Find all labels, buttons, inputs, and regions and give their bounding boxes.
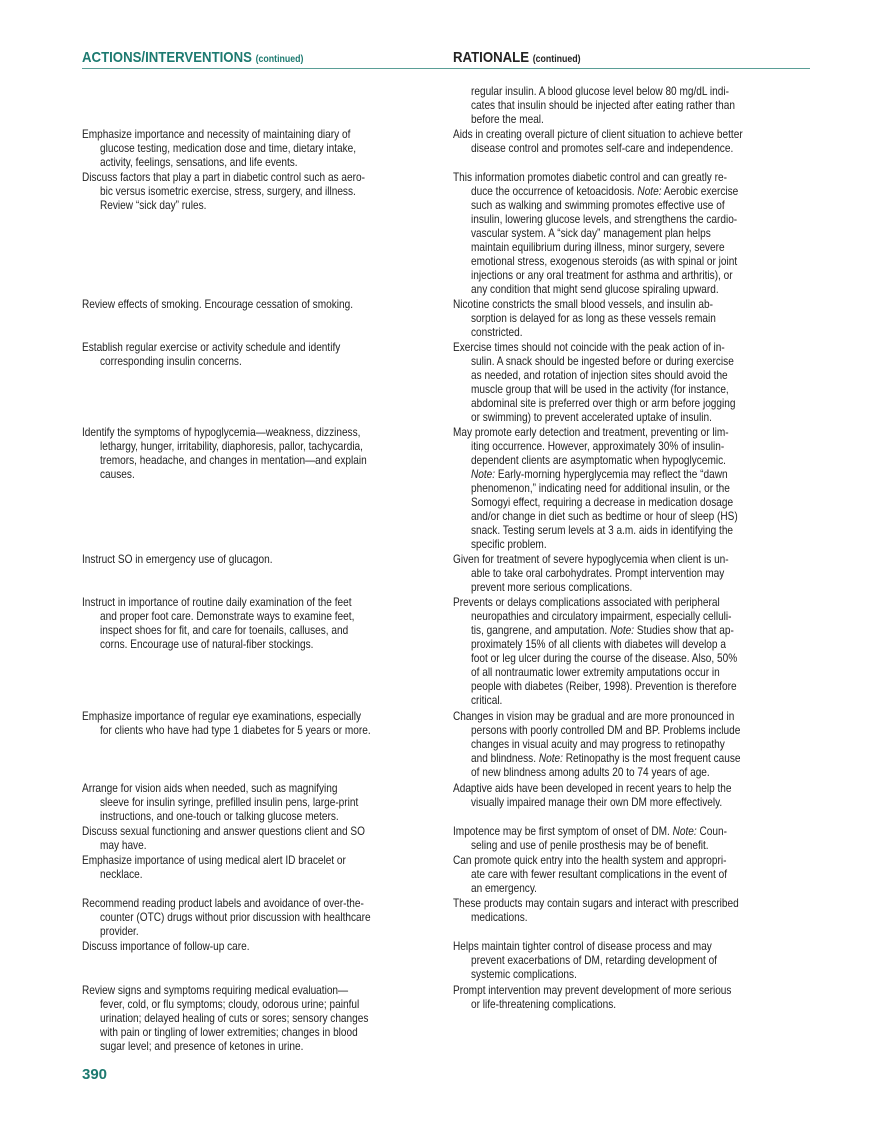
header-title: ACTIONS/INTERVENTIONS (82, 49, 252, 66)
rationale-text (453, 127, 798, 155)
action-text (82, 340, 390, 368)
text-line: regular insulin. A blood glucose level below 80 mg/dL indi- (471, 84, 729, 98)
text-line: of all nontraumatic lower extremity amputations occur in (471, 665, 720, 679)
table-row (0, 781, 880, 823)
text-line: urination; delayed healing of cuts or sores; sensory changes (100, 1011, 369, 1025)
action-text (82, 709, 422, 737)
text-line: iting occurrence. However, approximately 30% of insulin- (471, 439, 725, 453)
text-line: seling and use of penile prosthesis may be of benefit. (471, 838, 709, 852)
rationale-text (453, 170, 789, 296)
rationale-text (453, 340, 786, 424)
text-line: people with diabetes (Reiber, 1998). Prevention is therefore (471, 679, 737, 693)
text-line: sulin. A snack should be ingested before or during exercise (471, 354, 734, 368)
rationale-text (453, 297, 763, 339)
text-line: any condition that might send glucose spiraling upward. (471, 282, 719, 296)
action-text (82, 425, 418, 481)
page-number: 390 (82, 1066, 108, 1083)
text-line: abdominal site is preferred over thigh or arm before jogging (471, 396, 736, 410)
action-text (82, 170, 419, 212)
text-line: dependent clients are asymptomatic when hypoglycemic. (471, 453, 726, 467)
table-row (0, 340, 880, 424)
text-line: counter (OTC) drugs without prior discussion with healthcare (100, 910, 371, 924)
text-line: Adaptive aids have been developed in recent years to help the (453, 781, 732, 795)
text-line: proximately 15% of all clients with diabetes will develop a (471, 637, 726, 651)
action-text (82, 297, 405, 311)
header-title: RATIONALE (453, 49, 530, 66)
text-line: Instruct SO in emergency use of glucagon. (82, 552, 273, 566)
table-row (0, 297, 880, 339)
table-row (0, 709, 880, 779)
table-row (0, 983, 880, 1053)
text-line: as needed, and rotation of injection sites should avoid the (471, 368, 728, 382)
text-line: Note: Early-morning hyperglycemia may reflect the “dawn (471, 467, 728, 481)
rationale-text (453, 84, 785, 126)
rationale-column-header (453, 49, 581, 66)
text-line: lethargy, hunger, irritability, diaphoresis, pallor, tachycardia, (100, 439, 363, 453)
text-line: prevent exacerbations of DM, retarding development of (471, 953, 717, 967)
text-line: These products may contain sugars and interact with prescribed (453, 896, 739, 910)
text-line: muscle group that will be used in the activity (for instance, (471, 382, 729, 396)
text-line: bic versus isometric exercise, stress, surgery, and illness. (100, 184, 356, 198)
text-line: may have. (100, 838, 147, 852)
table-row (0, 824, 880, 852)
text-line: May promote early detection and treatment, preventing or lim- (453, 425, 729, 439)
text-line: Discuss sexual functioning and answer questions client and SO (82, 824, 365, 838)
text-line: fever, cold, or flu symptoms; cloudy, odorous urine; painful (100, 997, 360, 1011)
text-line: systemic complications. (471, 967, 577, 981)
table-row (0, 595, 880, 707)
header-suffix: (continued) (255, 54, 304, 65)
text-line: constricted. (471, 325, 523, 339)
text-line: or life-threatening complications. (471, 997, 617, 1011)
rationale-text (453, 983, 785, 1011)
text-line: sleeve for insulin syringe, prefilled insulin pens, large-print (100, 795, 359, 809)
actions-column-header (82, 49, 303, 66)
text-line: duce the occurrence of ketoacidosis. Note: Aerobic exercise (471, 184, 739, 198)
text-line: Impotence may be first symptom of onset of DM. Note: Coun- (453, 824, 727, 838)
text-line: Given for treatment of severe hypoglycemia when client is un- (453, 552, 729, 566)
text-line: such as walking and swimming promotes effective use of (471, 198, 725, 212)
text-line: Exercise times should not coincide with the peak action of in- (453, 340, 725, 354)
text-line: prevent more serious complications. (471, 580, 633, 594)
table-row (0, 552, 880, 594)
text-line: provider. (100, 924, 139, 938)
rationale-text (453, 939, 764, 981)
text-line: inspect shoes for fit, and care for toenails, calluses, and (100, 623, 349, 637)
text-line: Somogyi effect, requiring a decrease in medication dosage (471, 495, 734, 509)
table-row (0, 939, 880, 981)
text-line: Helps maintain tighter control of disease process and may (453, 939, 712, 953)
table-row (0, 84, 880, 126)
text-line: vascular system. A “sick day” management plan helps (471, 226, 711, 240)
text-line: activity, feelings, sensations, and life events. (100, 155, 298, 169)
header-divider (82, 68, 810, 69)
rationale-text (453, 595, 788, 707)
text-line: or swimming) to prevent accelerated uptake of insulin. (471, 410, 712, 424)
text-line: specific problem. (471, 537, 547, 551)
text-line: tremors, headache, and changes in mentation—and explain (100, 453, 367, 467)
text-line: persons with poorly controlled DM and BP. Problems include (471, 723, 741, 737)
text-line: Nicotine constricts the small blood vessels, and insulin ab- (453, 297, 713, 311)
text-line: able to take oral carbohydrates. Prompt intervention may (471, 566, 725, 580)
action-text (82, 824, 419, 852)
text-line: Review signs and symptoms requiring medical evaluation— (82, 983, 349, 997)
rationale-text (453, 853, 779, 895)
action-text (82, 983, 420, 1053)
text-line: sugar level; and presence of ketones in urine. (100, 1039, 304, 1053)
rationale-text (453, 552, 781, 594)
text-line: changes in visual acuity and may progress to retinopathy (471, 737, 725, 751)
text-line: corns. Encourage use of natural-fiber stockings. (100, 637, 314, 651)
text-line: Discuss importance of follow-up care. (82, 939, 250, 953)
action-text (82, 552, 309, 566)
text-line: Changes in vision may be gradual and are more pronounced in (453, 709, 735, 723)
text-line: Review “sick day” rules. (100, 198, 207, 212)
text-line: for clients who have had type 1 diabetes for 5 years or more. (100, 723, 371, 737)
text-line: Establish regular exercise or activity schedule and identify (82, 340, 341, 354)
text-line: Prevents or delays complications associated with peripheral (453, 595, 720, 609)
text-line: Review effects of smoking. Encourage cessation of smoking. (82, 297, 353, 311)
text-line: an emergency. (471, 881, 537, 895)
text-line: tis, gangrene, and amputation. Note: Studies show that ap- (471, 623, 734, 637)
action-text (82, 853, 396, 881)
action-text (82, 781, 408, 823)
action-text (82, 595, 403, 651)
text-line: with pain or tingling of lower extremities; changes in blood (100, 1025, 358, 1039)
text-line: Arrange for vision aids when needed, such as magnifying (82, 781, 338, 795)
action-text (82, 939, 281, 953)
text-line: glucose testing, medication dose and time, dietary intake, (100, 141, 357, 155)
action-text (82, 896, 422, 938)
text-line: neuropathies and circulatory impairment, especially celluli- (471, 609, 732, 623)
text-line: foot or leg ulcer during the course of the disease. Also, 50% (471, 651, 738, 665)
table-row (0, 853, 880, 895)
text-line: Aids in creating overall picture of client situation to achieve better (453, 127, 743, 141)
rationale-text (453, 709, 792, 779)
text-line: injections or any oral treatment for asthma and arthritis), or (471, 268, 733, 282)
text-line: instructions, and one-touch or talking glucose meters. (100, 809, 339, 823)
text-line: of new blindness among adults 20 to 74 years of age. (471, 765, 710, 779)
table-row (0, 425, 880, 551)
text-line: emotional stress, exogenous steroids (as with spinal or joint (471, 254, 738, 268)
text-line: Instruct in importance of routine daily examination of the feet (82, 595, 352, 609)
text-line: snack. Testing serum levels at 3 a.m. aids in identifying the (471, 523, 734, 537)
text-line: Emphasize importance of using medical alert ID bracelet or (82, 853, 346, 867)
action-text (82, 127, 405, 169)
text-line: Recommend reading product labels and avoidance of over-the- (82, 896, 364, 910)
text-line: disease control and promotes self-care and independence. (471, 141, 734, 155)
text-line: before the meal. (471, 112, 544, 126)
text-line: necklace. (100, 867, 143, 881)
rationale-text (453, 896, 793, 924)
text-line: sorption is delayed for as long as these vessels remain (471, 311, 716, 325)
table-row (0, 127, 880, 169)
text-line: medications. (471, 910, 528, 924)
text-line: and blindness. Note: Retinopathy is the most frequent cause (471, 751, 741, 765)
text-line: critical. (471, 693, 503, 707)
text-line: Emphasize importance and necessity of maintaining diary of (82, 127, 351, 141)
text-line: Emphasize importance of regular eye examinations, especially (82, 709, 362, 723)
rationale-text (453, 824, 779, 852)
text-line: Discuss factors that play a part in diabetic control such as aero- (82, 170, 365, 184)
table-row (0, 896, 880, 938)
rationale-text (453, 781, 785, 809)
table-row (0, 170, 880, 296)
text-line: This information promotes diabetic control and can greatly re- (453, 170, 727, 184)
text-line: corresponding insulin concerns. (100, 354, 242, 368)
rationale-text (453, 425, 789, 551)
text-line: insulin, lowering glucose levels, and strengthens the cardio- (471, 212, 738, 226)
text-line: and proper foot care. Demonstrate ways to examine feet, (100, 609, 355, 623)
header-suffix: (continued) (532, 54, 581, 65)
text-line: ate care with fewer resultant complications in the event of (471, 867, 728, 881)
text-line: cates that insulin should be injected after eating rather than (471, 98, 735, 112)
text-line: and/or change in diet such as bedtime or hour of sleep (HS) (471, 509, 738, 523)
text-line: phenomenon,” indicating need for additional insulin, or the (471, 481, 730, 495)
text-line: Prompt intervention may prevent development of more serious (453, 983, 732, 997)
text-line: Can promote quick entry into the health system and appropri- (453, 853, 727, 867)
text-line: causes. (100, 467, 135, 481)
text-line: maintain equilibrium during illness, minor surgery, severe (471, 240, 725, 254)
text-line: Identify the symptoms of hypoglycemia—weakness, dizziness, (82, 425, 361, 439)
text-line: visually impaired manage their own DM more effectively. (471, 795, 723, 809)
